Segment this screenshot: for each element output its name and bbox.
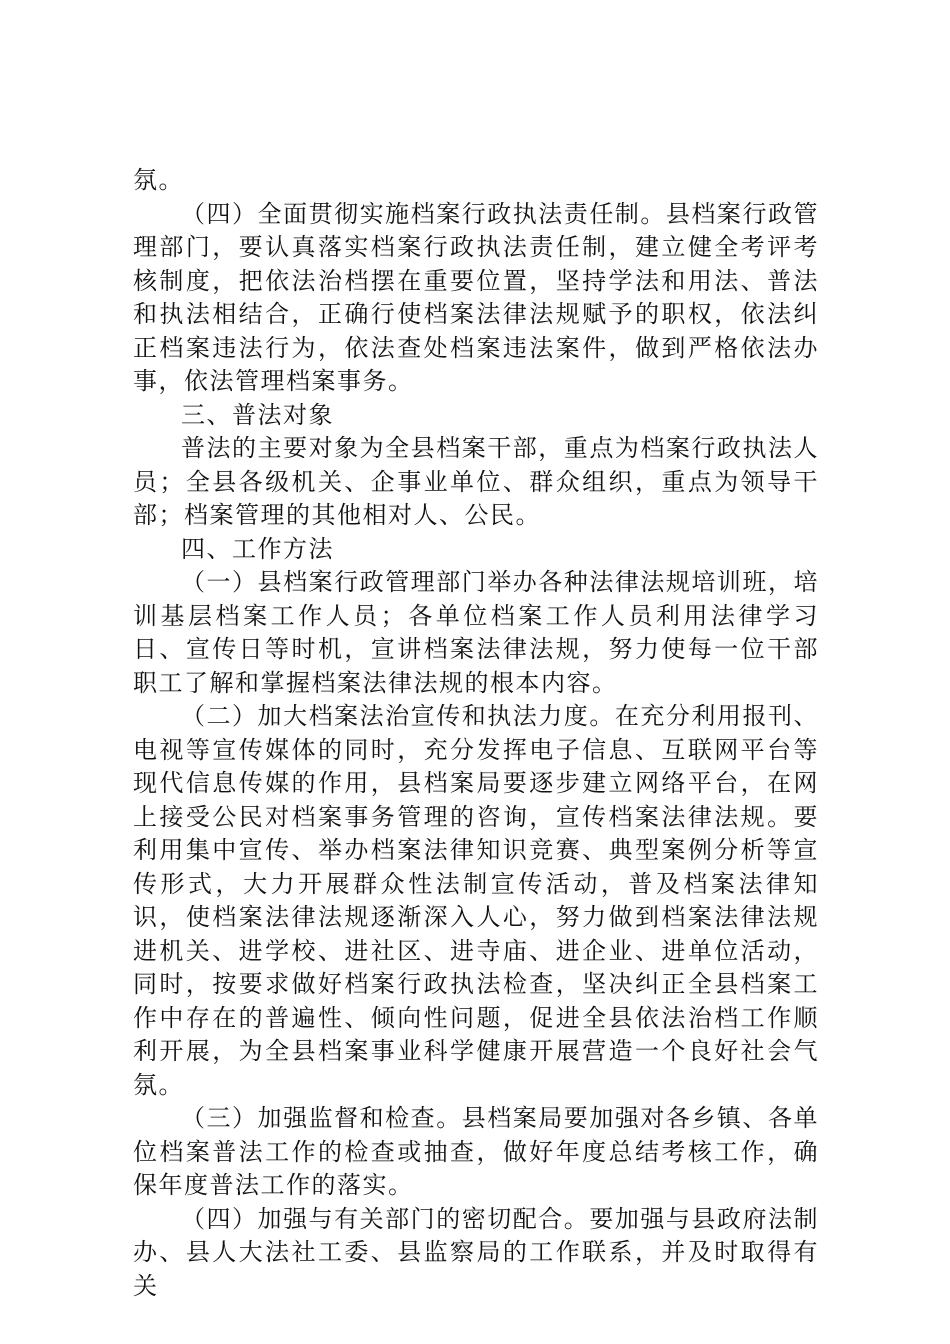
document-page	[133, 164, 819, 1303]
paragraph-method-publicity: （二）加大档案法治宣传和执法力度。在充分利用报刊、电视等宣传媒体的同时，充分发挥电子信息、互联网平台等现代信息传媒的作用，县档案局要逐步建立网络平台，在网上接受公民对档案事务管理的咨询，宣传档案法律法规。要利用集中宣传、举办档案法律知识竞赛、典型案例分析等宣传形式，大力开展群众性法制宣传活动，普及档案法律知识，使档案法律法规逐渐深入人心，努力做到档案法律法规进机关、进学校、进社区、进寺庙、进企业、进单位活动，同时，按要求做好档案行政执法检查，坚决纠正全县档案工作中存在的普遍性、倾向性问题，促进全县依法治档工作顺利开展，为全县档案事业科学健康开展营造一个良好社会气氛。	[133, 702, 819, 1099]
section-heading-targets: 三、普法对象	[181, 400, 334, 429]
paragraph-continuation: 氛。	[133, 166, 184, 194]
section-heading-methods: 四、工作方法	[181, 534, 334, 563]
paragraph-method-supervision: （三）加强监督和检查。县档案局要加强对各乡镇、各单位档案普法工作的检查或抽查，做好年度总结考核工作，确保年度普法工作的落实。	[133, 1104, 819, 1199]
paragraph-method-training: （一）县档案行政管理部门举办各种法律法规培训班，培训基层档案工作人员；各单位档案工作人员利用法律学习日、宣传日等时机，宣讲档案法律法规，努力使每一位干部职工了解和掌握档案法律法规的根本内容。	[133, 568, 819, 697]
paragraph-targets: 普法的主要对象为全县档案干部，重点为档案行政执法人员；全县各级机关、企事业单位、群众组织，重点为领导干部；档案管理的其他相对人、公民。	[133, 434, 819, 529]
paragraph-enforcement-responsibility: （四）全面贯彻实施档案行政执法责任制。县档案行政管理部门，要认真落实档案行政执法责任制，建立健全考评考核制度，把依法治档摆在重要位置，坚持学法和用法、普法和执法相结合，正确行使档案法律法规赋予的职权，依法纠正档案违法行为，依法查处档案违法案件，做到严格依法办事，依法管理档案事务。	[133, 199, 819, 395]
paragraph-method-cooperation: （四）加强与有关部门的密切配合。要加强与县政府法制办、县人大法社工委、县监察局的工作联系，并及时取得有关	[133, 1204, 819, 1300]
